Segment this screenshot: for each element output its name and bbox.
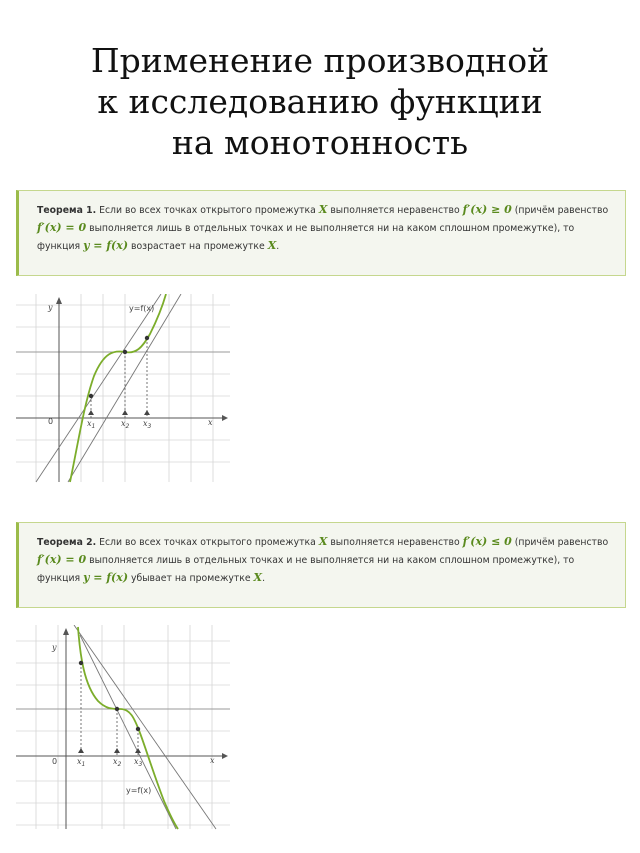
theorem-2-text-3: (причём равенство bbox=[511, 537, 609, 548]
graph-2-tick-label-3-x: x bbox=[134, 757, 139, 766]
graph-1-point-x3 bbox=[145, 336, 149, 340]
graph-1-curve-label: y=f(x) bbox=[129, 304, 155, 313]
graph-2-y-arrow bbox=[63, 628, 69, 635]
theorem-1-text-5: возрастает на промежутке bbox=[128, 241, 268, 252]
graph-1-tick-x1 bbox=[88, 410, 94, 415]
graph-2-tick-x1 bbox=[78, 748, 84, 753]
theorem-1-text-3: (причём равенство bbox=[511, 205, 609, 216]
graph-1-tick-label-1-sub: 1 bbox=[91, 423, 96, 430]
title-line-2: к исследованию функции bbox=[97, 82, 543, 121]
graph-1-function-curve bbox=[70, 294, 166, 482]
graph-2-tick-label-1-sub: 1 bbox=[81, 761, 86, 768]
graph-1-point-x1 bbox=[89, 394, 93, 398]
decreasing-function-graph bbox=[16, 625, 232, 830]
theorem-1-interval: X bbox=[318, 203, 328, 216]
theorem-2-interval-2: X bbox=[253, 571, 263, 584]
title-line-3: на монотонность bbox=[171, 123, 469, 162]
graph-1-tangent-line-1 bbox=[36, 294, 161, 482]
graph-1-x-label: x bbox=[208, 418, 213, 427]
theorem-2-interval: X bbox=[318, 535, 328, 548]
graph-2-tangent-line-2 bbox=[80, 635, 176, 829]
theorem-1-text-1: Если во всех точках открытого промежутка bbox=[96, 205, 319, 216]
graph-1-tick-label-2 bbox=[121, 419, 130, 430]
increasing-function-graph bbox=[16, 294, 232, 484]
graph-2-tick-label-1-x: x bbox=[77, 757, 82, 766]
graph-1-tick-label-3-x: x bbox=[143, 419, 148, 428]
graph-1-tangent-line-2 bbox=[68, 294, 181, 482]
theorem-2-label: Теорема 2. bbox=[37, 537, 97, 548]
theorem-1-interval-2: X bbox=[267, 239, 277, 252]
graph-1-tick-label-2-sub: 2 bbox=[125, 423, 130, 430]
graph-2-tick-label-3-sub: 3 bbox=[138, 761, 143, 768]
graph-1-tick-label-3-sub: 3 bbox=[147, 423, 152, 430]
theorem-1-text-2: выполняется неравенство bbox=[327, 205, 463, 216]
theorem-1-box bbox=[16, 190, 626, 276]
graph-2-point-x1 bbox=[79, 661, 83, 665]
theorem-1-equality: f′(x) = 0 bbox=[37, 221, 87, 234]
graph-2-x-label: x bbox=[210, 756, 215, 765]
theorem-2-function: y = f(x) bbox=[83, 571, 129, 584]
theorem-2-text-5: убывает на промежутке bbox=[128, 573, 254, 584]
graph-2-point-x3 bbox=[136, 727, 140, 731]
graph-1-x-arrow bbox=[222, 415, 228, 421]
graph-2-function-curve bbox=[78, 627, 178, 829]
theorem-1-inequality: f′(x) ≥ 0 bbox=[462, 203, 512, 216]
graph-1-tick-label-1 bbox=[87, 419, 95, 430]
theorem-2-inequality: f′(x) ≤ 0 bbox=[462, 535, 512, 548]
theorem-2-equality: f′(x) = 0 bbox=[37, 553, 87, 566]
graph-2-tick-label-1 bbox=[77, 757, 85, 768]
theorem-2-text-4: выполняется лишь в отдельных точках и не выполняется ни на каком сплошном промежутке), то функция bbox=[37, 555, 575, 584]
theorem-2-text-6: . bbox=[262, 573, 266, 584]
graph-1-grid bbox=[16, 294, 230, 482]
theorem-1-function: y = f(x) bbox=[83, 239, 129, 252]
theorem-2-text-1: Если во всех точках открытого промежутка bbox=[96, 537, 319, 548]
theorem-2-text-2: выполняется неравенство bbox=[327, 537, 463, 548]
graph-2-y-label: y bbox=[52, 643, 57, 652]
graph-2-origin-label: 0 bbox=[52, 757, 58, 766]
graph-1-tick-x2 bbox=[122, 410, 128, 415]
graph-1-y-arrow bbox=[56, 297, 62, 304]
graph-2-tick-label-2-sub: 2 bbox=[117, 761, 122, 768]
graph-1-origin-label: 0 bbox=[48, 417, 54, 426]
graph-2-tick-x2 bbox=[114, 748, 120, 753]
page-title bbox=[0, 40, 640, 163]
theorem-1-text-4: выполняется лишь в отдельных точках и не выполняется ни на каком сплошном промежутке), то функция bbox=[37, 223, 575, 252]
graph-1-point-x2 bbox=[123, 350, 127, 354]
graph-2-tick-label-2 bbox=[113, 757, 122, 768]
theorem-1-label: Теорема 1. bbox=[37, 205, 97, 216]
title-line-1: Применение производной bbox=[90, 41, 550, 80]
graph-1-tick-label-1-x: x bbox=[87, 419, 92, 428]
theorem-1-text-6: . bbox=[276, 241, 280, 252]
graph-1-tick-x3 bbox=[144, 410, 150, 415]
theorem-2-box bbox=[16, 522, 626, 608]
graph-2-point-x2 bbox=[115, 707, 119, 711]
graph-2-grid bbox=[16, 625, 230, 829]
graph-2-tick-label-2-x: x bbox=[113, 757, 118, 766]
graph-2-tangent-line-1 bbox=[74, 625, 216, 829]
graph-1-tick-label-3 bbox=[143, 419, 152, 430]
graph-1-y-label: y bbox=[48, 303, 53, 312]
graph-2-x-arrow bbox=[222, 753, 228, 759]
graph-2-curve-label: y=f(x) bbox=[126, 786, 152, 795]
graph-1-tick-label-2-x: x bbox=[121, 419, 126, 428]
